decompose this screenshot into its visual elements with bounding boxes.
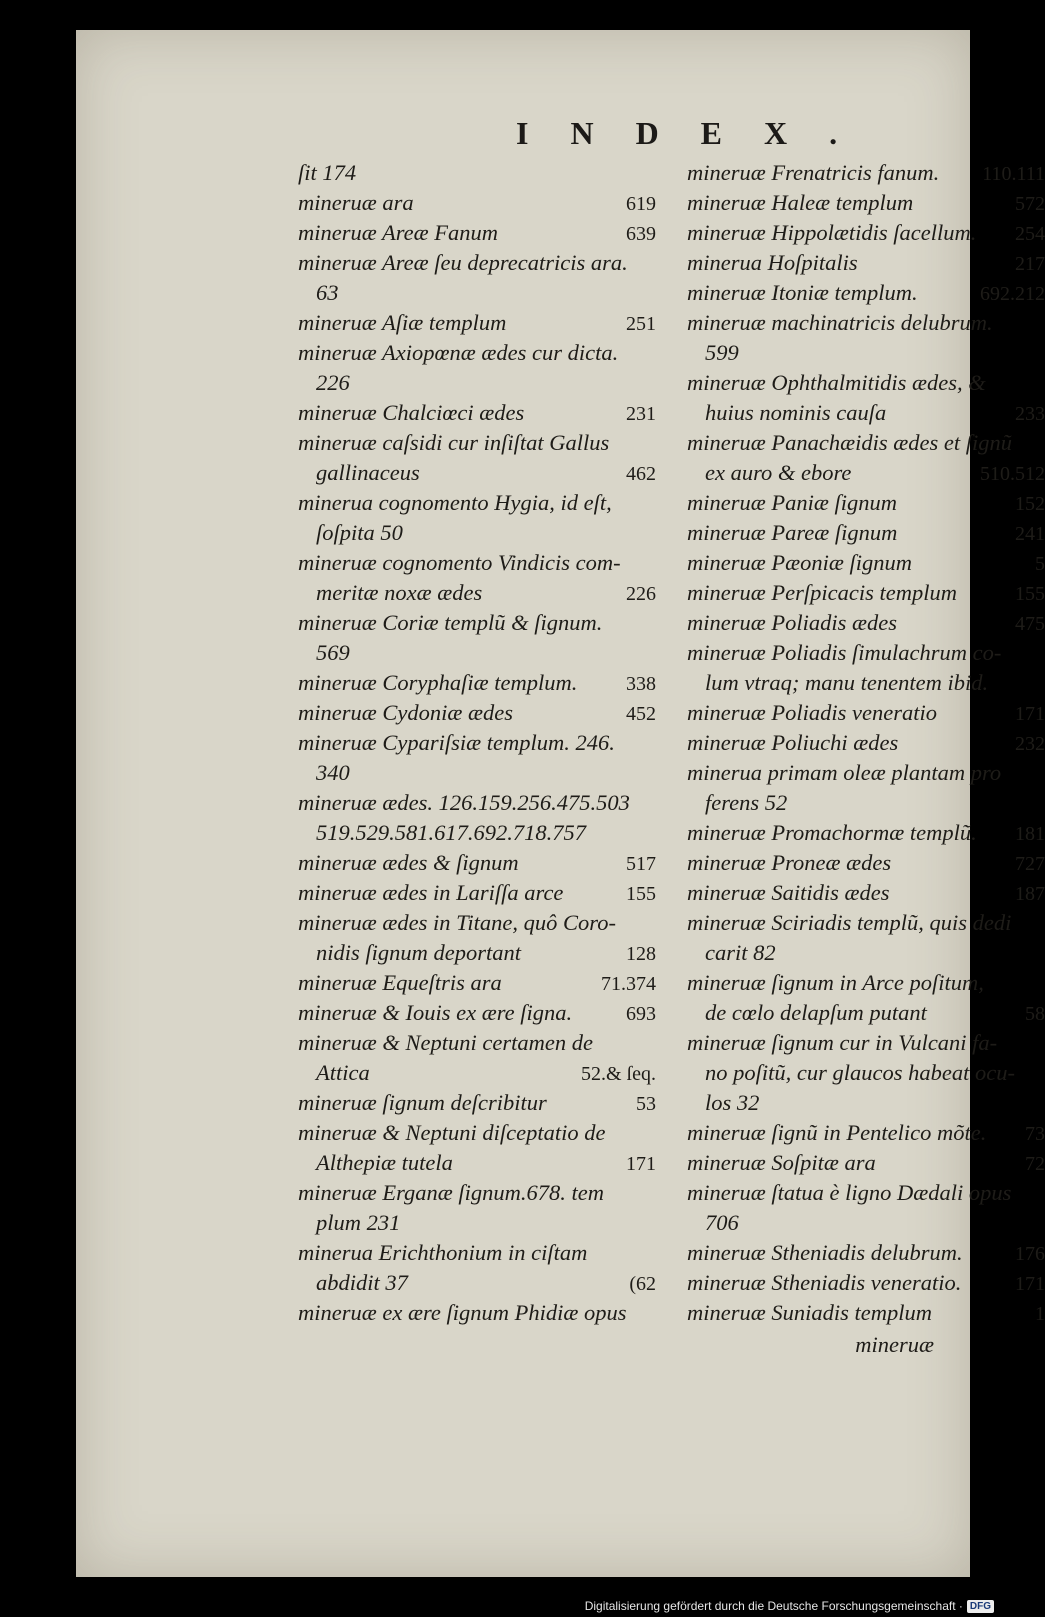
entry-text: mineruæ ſtatua è ligno Dædali opus <box>687 1180 1012 1205</box>
entry-text: mineruæ Stheniadis veneratio. <box>687 1270 962 1295</box>
index-entry-line <box>298 638 656 668</box>
entry-text: minerua Erichthonium in ciſtam <box>298 1240 588 1265</box>
index-entry-line <box>298 908 656 938</box>
entry-text: mineruæ ara <box>298 190 414 215</box>
entry-text: no poſitũ, cur glaucos habeat ocu- <box>705 1060 1015 1085</box>
entry-page-ref: 128 <box>626 943 656 965</box>
entry-text: gallinaceus <box>316 460 420 485</box>
entry-text: mineruæ Paniæ ſignum <box>687 490 898 515</box>
entry-text: meritæ noxæ ædes <box>316 580 483 605</box>
index-entry-line <box>298 1208 656 1238</box>
index-entry-line <box>687 698 1045 728</box>
entry-text: mineruæ Poliadis ſimulachrum co- <box>687 640 1002 665</box>
index-entry-line <box>687 368 1045 398</box>
entry-text: mineruæ Axiopœnæ ædes cur dicta. <box>298 340 619 365</box>
index-entry-line <box>298 788 656 818</box>
running-head: INDEX. <box>516 115 880 151</box>
entry-page-ref: 231 <box>626 403 656 425</box>
index-entry-line <box>298 188 656 218</box>
entry-page-ref: 155 <box>626 883 656 905</box>
index-entry-line <box>687 1028 1045 1058</box>
entry-text: mineruæ caſsidi cur inſiſtat Gallus <box>298 430 610 455</box>
entry-page-ref: 187 <box>1015 883 1045 905</box>
index-entry-line <box>298 1178 656 1208</box>
index-entry-line <box>687 638 1045 668</box>
index-entry-line <box>687 1058 1045 1088</box>
index-entry-line <box>687 188 1045 218</box>
entry-text: mineruæ ex ære ſignum Phidiæ opus <box>298 1300 627 1325</box>
entry-text: 706 <box>705 1210 739 1235</box>
entry-text: mineruæ machinatricis delubrum. <box>687 310 993 335</box>
entry-page-ref: 171 <box>626 1153 656 1175</box>
index-column-right <box>687 158 1045 1328</box>
entry-page-ref: 5 <box>1035 553 1045 575</box>
index-entry-line <box>687 218 1045 248</box>
entry-page-ref: 233 <box>1015 403 1045 425</box>
entry-page-ref: 152 <box>1015 493 1045 515</box>
entry-page-ref: 452 <box>626 703 656 725</box>
entry-text: 569 <box>316 640 350 665</box>
entry-text: ſit 174 <box>298 160 357 185</box>
entry-page-ref: 217 <box>1015 253 1045 275</box>
index-entry-line <box>298 848 656 878</box>
entry-page-ref: 226 <box>626 583 656 605</box>
index-entry-line <box>687 488 1045 518</box>
index-entry-line <box>298 428 656 458</box>
entry-page-ref: 462 <box>626 463 656 485</box>
entry-text: ſoſpita 50 <box>316 520 403 545</box>
entry-text: abdidit 37 <box>316 1270 408 1295</box>
index-entry-line <box>687 968 1045 998</box>
index-entry-line <box>298 1298 656 1328</box>
index-entry-line <box>687 308 1045 338</box>
entry-page-ref: 692.212 <box>980 283 1045 305</box>
entry-text: mineruæ Chalciœci ædes <box>298 400 525 425</box>
entry-text: Attica <box>316 1060 370 1085</box>
index-entry-line <box>687 1238 1045 1268</box>
entry-page-ref: 254 <box>1015 223 1045 245</box>
index-entry-line <box>687 1088 1045 1118</box>
index-entry-line <box>687 578 1045 608</box>
index-entry-line <box>687 668 1045 698</box>
index-entry-line <box>687 278 1045 308</box>
index-entry-line <box>687 878 1045 908</box>
entry-text: mineruæ Poliadis ædes <box>687 610 898 635</box>
book-page <box>76 30 1045 1577</box>
index-entry-line <box>687 1178 1045 1208</box>
index-entry-line <box>298 158 656 188</box>
entry-text: 599 <box>705 340 739 365</box>
entry-text: mineruæ Suniadis templum <box>687 1300 932 1325</box>
entry-text: mineruæ Itoniæ templum. <box>687 280 918 305</box>
entry-text: mineruæ Panachæidis ædes et ſignũ <box>687 430 1012 455</box>
entry-text: lum vtraq; manu tenentem ibid. <box>705 670 989 695</box>
index-entry-line <box>687 158 1045 188</box>
entry-page-ref: 693 <box>626 1003 656 1025</box>
index-entry-line <box>687 1148 1045 1178</box>
entry-text: mineruæ Poliadis veneratio <box>687 700 937 725</box>
entry-text: mineruæ ædes in Lariſſa arce <box>298 880 564 905</box>
index-entry-line <box>298 1238 656 1268</box>
index-entry-line <box>687 728 1045 758</box>
entry-text: mineruæ Promachormæ templũ. <box>687 820 977 845</box>
index-entry-line <box>687 428 1045 458</box>
index-entry-line <box>687 518 1045 548</box>
index-entry-line <box>687 458 1045 488</box>
entry-page-ref: 510.512 <box>980 463 1045 485</box>
entry-page-ref: 241 <box>1015 523 1045 545</box>
index-entry-line <box>298 698 656 728</box>
entry-text: de cœlo delapſum putant <box>705 1000 927 1025</box>
entry-text: mineruæ & Neptuni certamen de <box>298 1030 593 1055</box>
entry-text: mineruæ ſignum in Arce poſitum, <box>687 970 984 995</box>
entry-text: mineruæ cognomento Vindicis com- <box>298 550 621 575</box>
entry-text: ferens 52 <box>705 790 788 815</box>
index-entry-line <box>298 308 656 338</box>
entry-page-ref: (62 <box>629 1273 656 1295</box>
entry-text: mineruæ Areæ ſeu deprecatricis ara. <box>298 250 628 275</box>
index-entry-line <box>687 848 1045 878</box>
entry-page-ref: 181 <box>1015 823 1045 845</box>
entry-text: mineruæ Soſpitæ ara <box>687 1150 876 1175</box>
entry-page-ref: 58 <box>1025 1003 1045 1025</box>
index-entry-line <box>298 368 656 398</box>
entry-text: mineruæ Pareæ ſignum <box>687 520 898 545</box>
index-entry-line <box>298 1118 656 1148</box>
index-entry-line <box>298 668 656 698</box>
entry-text: mineruæ Poliuchi ædes <box>687 730 899 755</box>
entry-text: mineruæ Erganæ ſignum.678. tem <box>298 1180 605 1205</box>
index-entry-line <box>687 788 1045 818</box>
entry-text: mineruæ & Neptuni diſceptatio de <box>298 1120 606 1145</box>
entry-page-ref: 619 <box>626 193 656 215</box>
entry-page-ref: 171 <box>1015 703 1045 725</box>
index-entry-line <box>687 338 1045 368</box>
index-entry-line <box>298 458 656 488</box>
entry-text: mineruæ Haleæ templum <box>687 190 914 215</box>
index-entry-line <box>298 878 656 908</box>
index-entry-line <box>687 248 1045 278</box>
entry-page-ref: 475 <box>1015 613 1045 635</box>
entry-text: mineruæ Perſpicacis templum <box>687 580 957 605</box>
entry-text: plum 231 <box>316 1210 401 1235</box>
entry-page-ref: 572 <box>1015 193 1045 215</box>
footer-credit <box>585 1599 994 1613</box>
index-entry-line <box>298 728 656 758</box>
entry-text: mineruæ Coryphaſiæ templum. <box>298 670 578 695</box>
index-entry-line <box>298 338 656 368</box>
entry-text: mineruæ Hippolætidis ſacellum. <box>687 220 977 245</box>
index-entry-line <box>687 1208 1045 1238</box>
index-entry-line <box>687 998 1045 1028</box>
index-entry-line <box>298 608 656 638</box>
entry-text: los 32 <box>705 1090 760 1115</box>
index-entry-line <box>687 908 1045 938</box>
index-entry-line <box>687 818 1045 848</box>
entry-text: mineruæ ædes & ſignum <box>298 850 519 875</box>
entry-page-ref: 52.& ſeq. <box>581 1063 656 1085</box>
entry-text: mineruæ ædes. 126.159.256.475.503 <box>298 790 630 815</box>
index-entry-line <box>298 938 656 968</box>
dfg-logo: DFG <box>967 1600 994 1613</box>
entry-text: minerua Hoſpitalis <box>687 250 858 275</box>
entry-page-ref: 251 <box>626 313 656 335</box>
entry-text: minerua cognomento Hygia, id eſt, <box>298 490 612 515</box>
index-entry-line <box>687 398 1045 428</box>
index-entry-line <box>298 548 656 578</box>
entry-text: Althepiæ tutela <box>316 1150 453 1175</box>
entry-text: 340 <box>316 760 350 785</box>
entry-text: mineruæ ædes in Titane, quô Coro- <box>298 910 616 935</box>
index-entry-line <box>298 1088 656 1118</box>
entry-page-ref: 639 <box>626 223 656 245</box>
entry-page-ref: 176 <box>1015 1243 1045 1265</box>
entry-page-ref: 72 <box>1025 1153 1045 1175</box>
entry-text: mineruæ Ophthalmitidis ædes, & <box>687 370 986 395</box>
entry-text: minerua primam oleæ plantam pro <box>687 760 1002 785</box>
entry-text: mineruæ ſignum cur in Vulcani fa- <box>687 1030 998 1055</box>
entry-page-ref: 155 <box>1015 583 1045 605</box>
entry-text: mineruæ Saitidis ædes <box>687 880 890 905</box>
index-entry-line <box>298 218 656 248</box>
entry-text: mineruæ Areæ Fanum <box>298 220 498 245</box>
entry-text: mineruæ Coriæ templũ & ſignum. <box>298 610 603 635</box>
index-entry-line <box>298 1268 656 1298</box>
entry-page-ref: 71.374 <box>601 973 656 995</box>
entry-text: mineruæ Frenatricis fanum. <box>687 160 940 185</box>
entry-text: mineruæ ſignum deſcribitur <box>298 1090 547 1115</box>
index-entry-line <box>298 1028 656 1058</box>
index-entry-line <box>298 518 656 548</box>
entry-text: mineruæ Sciriadis templũ, quis dedi <box>687 910 1012 935</box>
index-entry-line <box>298 278 656 308</box>
entry-text: mineruæ & Iouis ex ære ſigna. <box>298 1000 573 1025</box>
index-entry-line <box>687 938 1045 968</box>
entry-page-ref: 517 <box>626 853 656 875</box>
entry-page-ref: 110.111 <box>982 163 1045 185</box>
entry-text: 226 <box>316 370 350 395</box>
footer-text: Digitalisierung gefördert durch die Deutsche Forschungsgemeinschaft · <box>584 1599 963 1613</box>
index-entry-line <box>298 968 656 998</box>
entry-text: 63 <box>316 280 339 305</box>
entry-text: mineruæ ſignũ in Pentelico mõte. <box>687 1120 987 1145</box>
entry-page-ref: 338 <box>626 673 656 695</box>
index-entry-line <box>298 818 656 848</box>
index-entry-line <box>298 1058 656 1088</box>
entry-text: carit 82 <box>705 940 776 965</box>
entry-page-ref: 1 <box>1035 1303 1045 1325</box>
entry-page-ref: 232 <box>1015 733 1045 755</box>
index-column-left <box>298 158 656 1328</box>
entry-text: ex auro & ebore <box>705 460 852 485</box>
index-entry-line <box>298 488 656 518</box>
entry-text: huius nominis cauſa <box>705 400 887 425</box>
entry-page-ref: 171 <box>1015 1273 1045 1295</box>
entry-text: mineruæ Stheniadis delubrum. <box>687 1240 963 1265</box>
entry-page-ref: 73 <box>1025 1123 1045 1145</box>
entry-text: mineruæ Aſiæ templum <box>298 310 507 335</box>
index-entry-line <box>687 608 1045 638</box>
index-entry-line <box>687 548 1045 578</box>
entry-text: mineruæ Equeſtris ara <box>298 970 502 995</box>
index-entry-line <box>298 758 656 788</box>
entry-text: mineruæ Cypariſsiæ templum. 246. <box>298 730 615 755</box>
index-entry-line <box>687 758 1045 788</box>
index-entry-line <box>687 1298 1045 1328</box>
index-entry-line <box>298 998 656 1028</box>
index-entry-line <box>298 578 656 608</box>
entry-text: mineruæ Proneæ ædes <box>687 850 892 875</box>
index-entry-line <box>298 1148 656 1178</box>
entry-text: mineruæ Cydoniæ ædes <box>298 700 514 725</box>
catchword: mineruæ <box>855 1332 934 1357</box>
entry-text: mineruæ Pæoniæ ſignum <box>687 550 913 575</box>
entry-text: 519.529.581.617.692.718.757 <box>316 820 586 845</box>
entry-text: nidis ſignum deportant <box>316 940 522 965</box>
index-entry-line <box>687 1118 1045 1148</box>
entry-page-ref: 53 <box>636 1093 656 1115</box>
index-entry-line <box>298 248 656 278</box>
entry-page-ref: 727 <box>1015 853 1045 875</box>
index-entry-line <box>298 398 656 428</box>
index-entry-line <box>687 1268 1045 1298</box>
